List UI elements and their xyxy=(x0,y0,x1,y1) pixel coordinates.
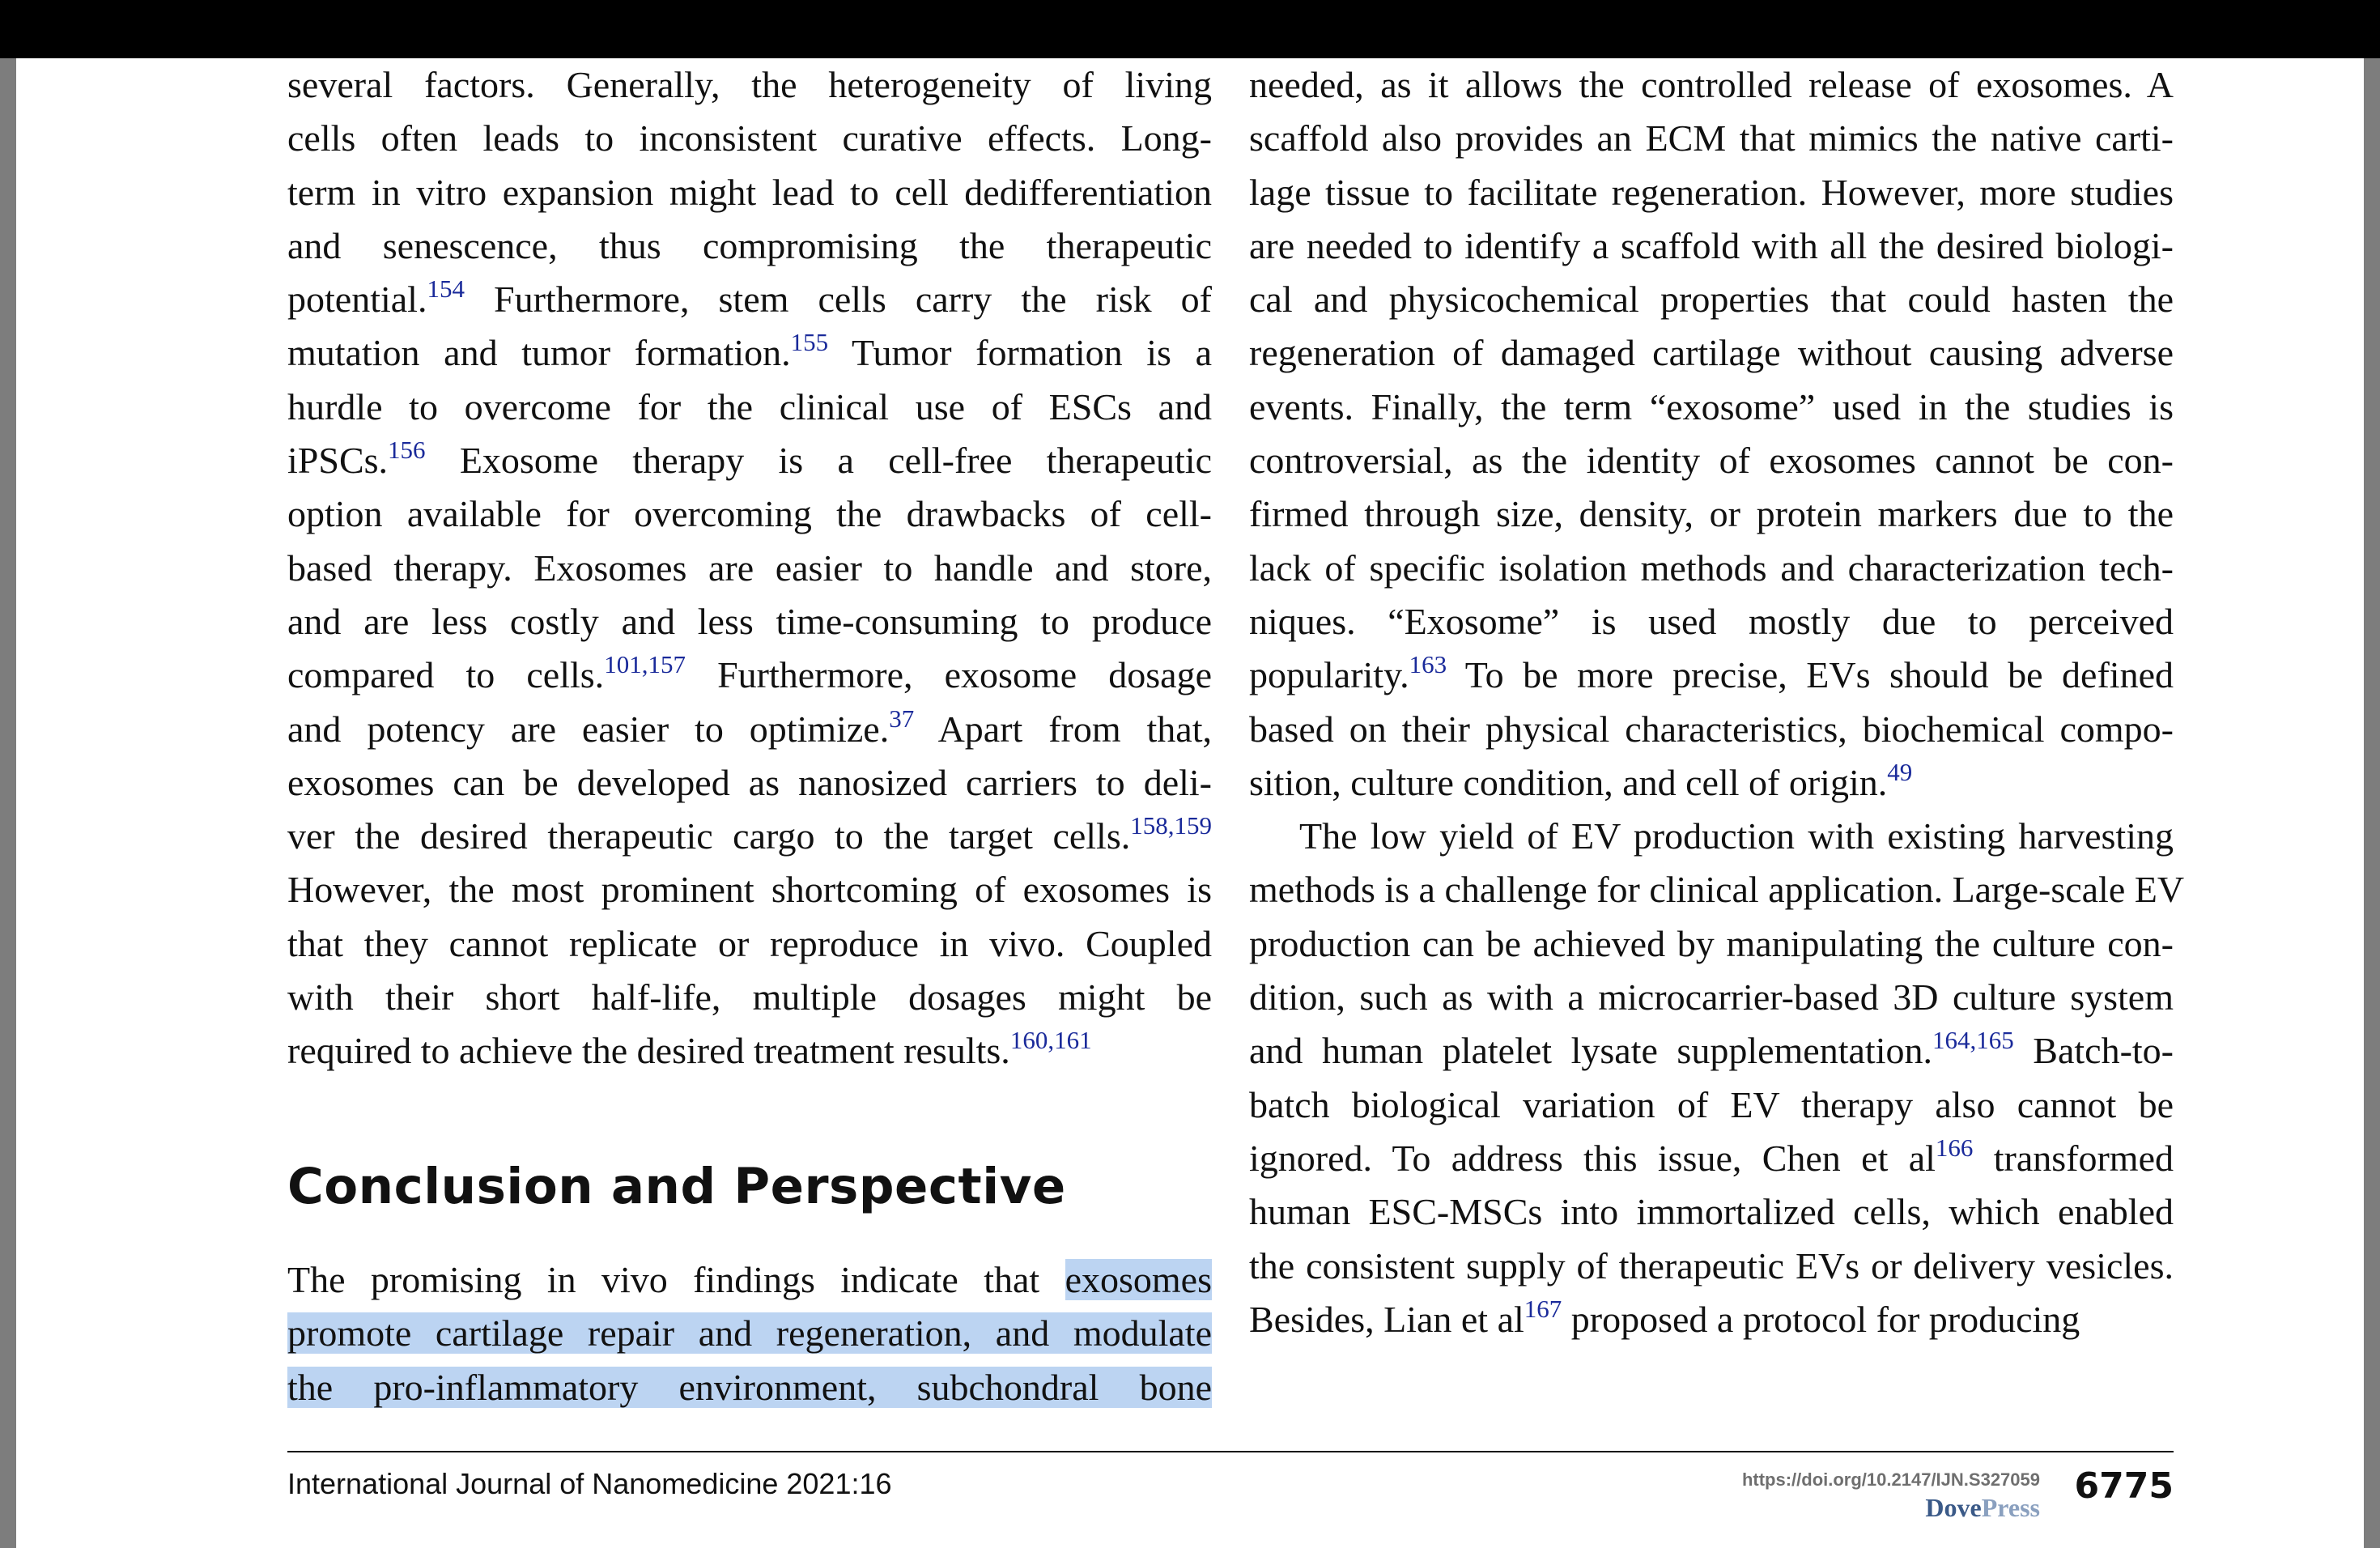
text-line xyxy=(287,381,1212,434)
text-run: human ESC-MSCs into immortalized cells, which enabled xyxy=(1249,1191,2174,1233)
text-line xyxy=(287,487,1212,541)
text-line xyxy=(287,1361,1212,1414)
text-run: Exosome therapy is a cell-free therapeutic xyxy=(425,440,1212,482)
text-run: lage tissue to facilitate regeneration. However, more studies xyxy=(1249,171,2174,213)
text-line xyxy=(1249,1293,2174,1346)
text-run: ver the desired therapeutic cargo to the target cells. xyxy=(287,815,1131,857)
text-run: hurdle to overcome for the clinical use of ESCs and xyxy=(287,385,1212,427)
text-line xyxy=(1249,434,2174,487)
text-line xyxy=(287,1307,1212,1360)
text-run: The promising in vivo findings indicate that xyxy=(287,1259,1065,1300)
text-run: based therapy. Exosomes are easier to handle and store, xyxy=(287,546,1212,589)
citation-link[interactable]: 101,157 xyxy=(604,650,686,679)
text-line xyxy=(1249,273,2174,326)
text-line xyxy=(1249,58,2174,112)
text-line xyxy=(1249,756,2174,810)
citation-link[interactable]: 37 xyxy=(889,704,915,733)
text-run: and senescence, thus compromising the therapeutic xyxy=(287,224,1212,266)
text-line xyxy=(287,219,1212,273)
text-line xyxy=(287,810,1212,863)
text-run: events. Finally, the term “exosome” used in the studies is xyxy=(1249,385,2174,427)
text-run: methods is a challenge for clinical application. Large-scale EV xyxy=(1249,869,2185,911)
citation-link[interactable]: 164,165 xyxy=(1932,1026,2014,1055)
doi-link[interactable]: https://doi.org/10.2147/IJN.S327059 xyxy=(1741,1469,2040,1490)
citation-link[interactable]: 166 xyxy=(1935,1133,1974,1162)
text-line xyxy=(287,542,1212,595)
window-top-bar xyxy=(0,0,2380,58)
text-line xyxy=(1249,595,2174,649)
text-run: iPSCs. xyxy=(287,440,389,482)
text-line xyxy=(287,58,1212,112)
text-run: that they cannot replicate or reproduce in vivo. Coupled xyxy=(287,922,1212,964)
text-run: To be more precise, EVs should be defined xyxy=(1447,654,2174,696)
text-run: Apart from that, xyxy=(914,708,1213,750)
text-run: potential. xyxy=(287,279,427,321)
text-line xyxy=(1249,219,2174,273)
text-run: Furthermore, stem cells carry the risk of xyxy=(464,279,1212,321)
conclusion-paragraph xyxy=(287,1253,1212,1414)
text-run: mutation and tumor formation. xyxy=(287,332,791,374)
section-heading: Conclusion and Perspective xyxy=(287,1158,1066,1215)
citation-link[interactable]: 49 xyxy=(1887,757,1913,786)
text-run: Batch-to- xyxy=(2013,1030,2174,1072)
citation-link[interactable]: 167 xyxy=(1524,1294,1562,1323)
text-line xyxy=(1249,1185,2174,1239)
text-line xyxy=(287,273,1212,326)
text-line xyxy=(287,1024,1212,1078)
citation-link[interactable]: 156 xyxy=(388,436,426,465)
highlighted-text: the pro-inflammatory environment, subchondral bone xyxy=(287,1366,1212,1408)
text-run: firmed through size, density, or protein markers due to the xyxy=(1249,493,2174,535)
text-run: option available for overcoming the drawbacks of cell- xyxy=(287,493,1212,535)
brand-press: Press xyxy=(1981,1493,2040,1522)
text-line xyxy=(287,326,1212,380)
text-run: and are less costly and less time-consuming to produce xyxy=(287,600,1212,642)
text-line xyxy=(1249,326,2174,380)
text-run: are needed to identify a scaffold with all the desired biologi- xyxy=(1249,224,2174,266)
page-number: 6775 xyxy=(2074,1465,2174,1507)
left-column xyxy=(287,58,1212,1078)
citation-link[interactable]: 158,159 xyxy=(1130,811,1212,840)
text-line xyxy=(287,595,1212,649)
text-run: term in vitro expansion might lead to cell dedifferentiation xyxy=(287,171,1212,213)
highlighted-text: promote cartilage repair and regeneration, and modulate xyxy=(287,1312,1212,1354)
text-line xyxy=(287,863,1212,916)
text-run: compared to cells. xyxy=(287,654,605,696)
text-run: dition, such as with a microcarrier-based 3D culture system xyxy=(1249,976,2174,1019)
dovepress-logo[interactable] xyxy=(1716,1493,2040,1523)
text-line xyxy=(287,112,1212,165)
text-run: Furthermore, exosome dosage xyxy=(685,654,1212,696)
highlighted-text: exosomes xyxy=(1065,1259,1212,1300)
text-run: exosomes can be developed as nanosized carriers to deli- xyxy=(287,761,1212,803)
text-run: and potency are easier to optimize. xyxy=(287,708,890,750)
text-line xyxy=(1249,166,2174,219)
text-run: sition, culture condition, and cell of origin. xyxy=(1249,761,1888,803)
text-line xyxy=(1249,487,2174,541)
text-line xyxy=(1249,1024,2174,1078)
text-line xyxy=(1249,1132,2174,1185)
text-line xyxy=(1249,863,2185,916)
text-run: cells often leads to inconsistent curative effects. Long- xyxy=(287,117,1212,159)
text-run: regeneration of damaged cartilage without causing adverse xyxy=(1249,332,2174,374)
text-run: with their short half-life, multiple dosages might be xyxy=(287,976,1212,1019)
text-line xyxy=(1249,917,2174,971)
text-run: transformed xyxy=(1973,1137,2174,1179)
text-line xyxy=(1249,542,2174,595)
citation-link[interactable]: 155 xyxy=(790,328,829,357)
text-run: The low yield of EV production with existing harvesting xyxy=(1299,815,2174,857)
citation-link[interactable]: 160,161 xyxy=(1009,1026,1092,1055)
text-line xyxy=(1249,649,2174,702)
text-run: ignored. To address this issue, Chen et al xyxy=(1249,1137,1936,1179)
text-line xyxy=(287,917,1212,971)
citation-link[interactable]: 163 xyxy=(1409,650,1447,679)
text-line xyxy=(287,756,1212,810)
text-line xyxy=(287,703,1212,756)
text-run: cal and physicochemical properties that could hasten the xyxy=(1249,279,2174,321)
text-run: scaffold also provides an ECM that mimics the native carti- xyxy=(1249,117,2174,159)
text-run: Besides, Lian et al xyxy=(1249,1298,1524,1340)
text-line xyxy=(287,971,1212,1024)
text-line xyxy=(1249,1078,2174,1132)
text-run: popularity. xyxy=(1249,654,1409,696)
text-line xyxy=(1249,1240,2174,1293)
text-run: based on their physical characteristics, biochemical compo- xyxy=(1249,708,2174,750)
footer-rule xyxy=(287,1451,2174,1452)
text-run: lack of specific isolation methods and characterization tech- xyxy=(1249,546,2174,589)
text-run: production can be achieved by manipulating the culture con- xyxy=(1249,922,2174,964)
text-line xyxy=(287,1253,1212,1307)
text-run: However, the most prominent shortcoming of exosomes is xyxy=(287,869,1212,911)
text-line xyxy=(287,166,1212,219)
text-run: and human platelet lysate supplementation. xyxy=(1249,1030,1932,1072)
text-run: batch biological variation of EV therapy also cannot be xyxy=(1249,1083,2174,1125)
text-run: the consistent supply of therapeutic EVs or delivery vesicles. xyxy=(1249,1244,2174,1286)
text-run: several factors. Generally, the heterogeneity of living xyxy=(287,64,1212,105)
footer-journal: International Journal of Nanomedicine 2021:16 xyxy=(287,1467,892,1500)
text-run: required to achieve the desired treatment results. xyxy=(287,1030,1010,1072)
text-run: proposed a protocol for producing xyxy=(1562,1298,2080,1340)
text-run: Tumor formation is a xyxy=(828,332,1212,374)
brand-dove: Dove xyxy=(1925,1493,1982,1522)
pdf-page xyxy=(16,58,2364,1548)
text-run: controversial, as the identity of exosomes cannot be con- xyxy=(1249,440,2174,482)
text-line xyxy=(287,649,1212,702)
text-run: needed, as it allows the controlled release of exosomes. A xyxy=(1249,64,2174,105)
text-line xyxy=(1249,381,2174,434)
right-column xyxy=(1249,58,2185,1346)
text-run: niques. “Exosome” is used mostly due to perceived xyxy=(1249,600,2174,642)
text-line xyxy=(1249,703,2174,756)
text-line xyxy=(1249,112,2174,165)
text-line xyxy=(1249,971,2174,1024)
citation-link[interactable]: 154 xyxy=(427,274,465,304)
text-line xyxy=(1249,810,2174,863)
text-line xyxy=(287,434,1212,487)
